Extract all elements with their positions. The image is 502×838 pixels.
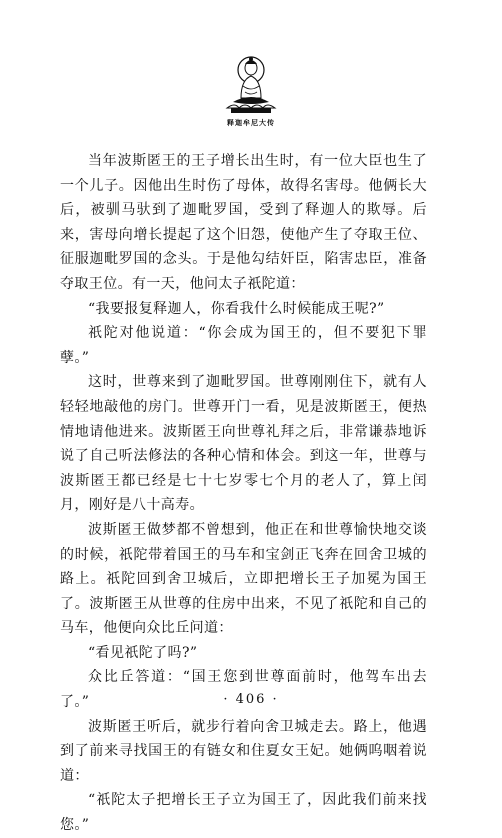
paragraph: “看见祇陀了吗?” [88,644,198,661]
paragraph: 众比丘答道：“国王您到世尊面前时，他驾车出去了。” [60,669,427,711]
paragraph: 祇陀对他说道：“你会成为国王的，但不要犯下罪孽。” [60,325,427,366]
paragraph: 波斯匿王做梦都不曾想到，他正在和世尊愉快地交谈的时候，祇陀带着国王的马车和宝剑正飞奔在回舍卫城的路上。祇陀回到舍卫城后，立即把增长王子加冕为国王了。波斯匿王从世尊的住房中出来，不见了祇陀和自己的马车，他便向众比丘问道： [60,521,427,637]
header-caption: 释迦牟尼大传 [227,118,275,127]
page-number: · 406 · [223,692,279,707]
paragraph: 这时，世尊来到了迦毗罗国。世尊刚刚住下，就有人轻轻地敲他的房门。世尊开门一看，见是波斯匿王，便热情地请他进来。波斯匿王向世尊礼拜之后，非常谦恭地诉说了自己听法修法的各种心情和体会。到这一年，世尊与波斯匿王都已经是七十七岁零七个月的老人了，算上闰月，刚好是八十高寿。 [60,374,427,514]
paragraph: “我要报复释迦人，你看我什么时候能成王呢?” [88,300,385,317]
page-header [0,48,502,128]
paragraph: 波斯匿王听后，就步行着向舍卫城走去。路上，他遇到了前来寻找国王的有链女和住夏女王妃。她俩呜咽着说道： [60,718,427,784]
buddha-illustration [219,48,283,116]
body-text [60,149,427,838]
paragraph: 当年波斯匿王的王子增长出生时，有一位大臣也生了一个儿子。因他出生时伤了母体，故得名害母。他俩长大后，被驯马驮到了迦毗罗国，受到了释迦人的欺辱。后来，害母向增长提起了这个旧怨，使他产生了夺取王位、征服迦毗罗国的念头。于是他勾结奸臣，陷害忠臣，准备夺取王位。有一天，他问太子祇陀道： [60,153,427,292]
paragraph: “祇陀太子把增长王子立为国王了，因此我们前来找您。” [60,792,427,834]
